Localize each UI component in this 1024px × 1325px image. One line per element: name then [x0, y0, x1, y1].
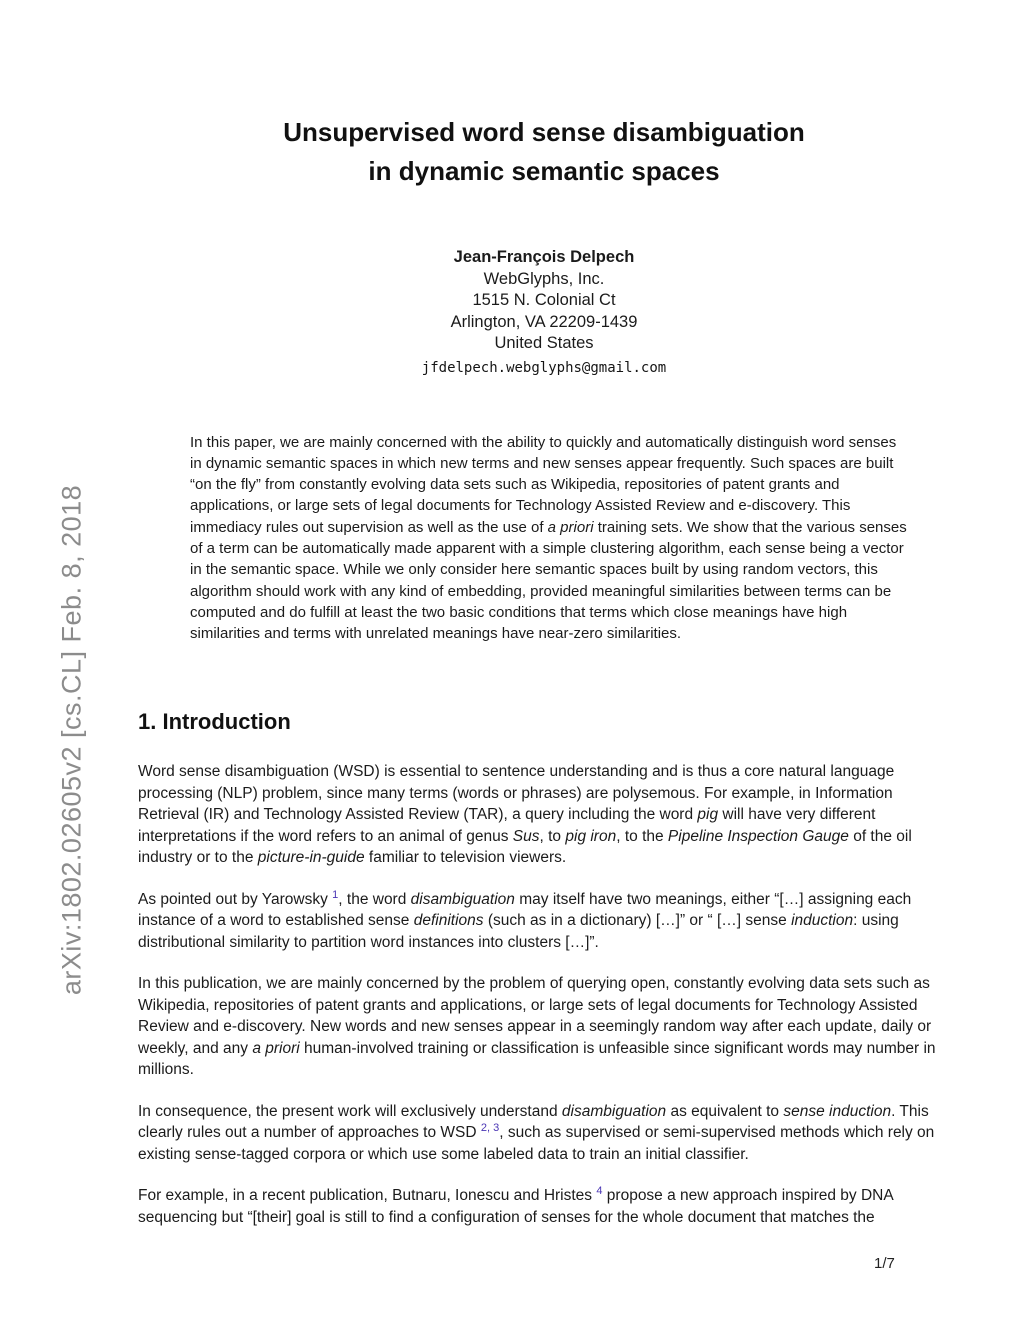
footnote-ref[interactable]: 2, 3	[480, 1122, 500, 1135]
italic-text: disambiguation	[561, 1102, 667, 1120]
italic-text: pig	[697, 806, 719, 824]
italic-text: a priori	[547, 518, 594, 536]
text-run: . This clearly rules out a number of approaches to WSD	[138, 1102, 929, 1142]
intro-paragraph-1	[138, 761, 950, 869]
arxiv-watermark: arXiv:1802.02605v2 [cs.CL] Feb. 8, 2018	[56, 484, 87, 996]
paper-title-line2: in dynamic semantic spaces	[368, 156, 720, 186]
section-heading-introduction: 1. Introduction	[138, 709, 291, 735]
intro-paragraph-3	[138, 973, 950, 1081]
footnote-ref[interactable]: 1	[332, 888, 339, 901]
italic-text: picture-in-guide	[257, 849, 365, 867]
text-run: (such as in a dictionary) […]” or “ […] sense	[483, 912, 792, 930]
italic-text: definitions	[413, 912, 484, 930]
page-number: 1/7	[874, 1255, 895, 1272]
text-run: familiar to television viewers.	[364, 849, 567, 867]
author-address-street: 1515 N. Colonial Ct	[472, 291, 616, 309]
text-run: As pointed out by Yarowsky	[138, 890, 333, 908]
text-run: of the oil industry or to the	[138, 827, 912, 867]
paper-content	[138, 0, 950, 1228]
text-run: will have very different interpretations if the word refers to an animal of genus	[138, 806, 876, 845]
author-address-city: Arlington, VA 22209-1439	[450, 312, 638, 331]
italic-text: Sus	[512, 827, 540, 845]
italic-text: a priori	[252, 1039, 300, 1057]
italic-text: pig iron	[565, 827, 617, 845]
italic-text: Pipeline Inspection Gauge	[667, 827, 849, 845]
text-run: , to	[539, 827, 566, 845]
text-run: may itself have two meanings, either “[…] assigning each instance of a word to established sense	[138, 890, 912, 930]
author-name: Jean-François Delpech	[453, 248, 635, 266]
text-run: , the word	[338, 890, 411, 908]
text-run: propose a new approach inspired by DNA sequencing but “[their] goal is still to find a configuration of senses for the whole document that matches the	[138, 1187, 893, 1226]
text-run: as equivalent to	[666, 1102, 784, 1120]
author-block	[138, 247, 950, 379]
text-run: training sets. We show that the various senses of a term can be automatically made apparent with a simple clustering algorithm, each sense being a vector in the semantic space. While we only consider here semantic spaces built by using random vectors, this algorithm should work with any kind of embedding, provided meaningful similarities between terms can be computed and do fulfill at least the two basic conditions that terms which close meanings have high similarities and terms with unrelated meanings have near-zero similarities.	[190, 518, 907, 643]
text-run: human-involved training or classification is unfeasible since significant words may number in millions.	[138, 1039, 936, 1079]
author-country: United States	[494, 334, 594, 352]
text-run: In consequence, the present work will exclusively understand	[138, 1102, 562, 1120]
text-run: In this publication, we are mainly concerned by the problem of querying open, constantly evolving data sets such as Wikipedia, repositories of patent grants and applications, or large sets of legal documents for Technology Assisted Review and e-discovery. New words and new senses appear in a seemingly random way after each update, daily or weekly, and any	[138, 975, 932, 1057]
text-run: : using distributional similarity to partition word instances into clusters […]”.	[138, 912, 899, 951]
abstract-text	[190, 432, 908, 645]
text-run: , such as supervised or semi-supervised methods which rely on existing sense-tagged corpora or which use some labeled data to train an initial classifier.	[138, 1124, 935, 1163]
italic-text: sense induction	[783, 1102, 892, 1120]
intro-paragraph-4	[138, 1101, 950, 1166]
text-run: Word sense disambiguation (WSD) is essential to sentence understanding and is thus a core natural language processing (NLP) problem, since many terms (words or phrases) are polysemous. For example, in Information Retrieval (IR) and Technology Assisted Review (TAR), a query including the word	[138, 763, 895, 824]
author-email: jfdelpech.webglyphs@gmail.com	[421, 359, 667, 376]
author-affiliation: WebGlyphs, Inc.	[483, 269, 605, 288]
italic-text: disambiguation	[410, 890, 515, 908]
italic-text: induction	[791, 912, 854, 930]
paper-title	[138, 113, 950, 191]
intro-paragraph-5	[138, 1185, 950, 1228]
text-run: For example, in a recent publication, Butnaru, Ionescu and Hristes	[138, 1187, 597, 1205]
footnote-ref[interactable]: 4	[596, 1185, 603, 1198]
paper-title-line1: Unsupervised word sense disambiguation	[283, 117, 805, 147]
intro-paragraph-2	[138, 889, 950, 954]
text-run: , to the	[616, 827, 668, 845]
text-run: In this paper, we are mainly concerned with the ability to quickly and automatically distinguish word senses in dynamic semantic spaces in which new terms and new senses appear frequently. Such spaces are built “on the fly” from constantly evolving data sets such as Wikipedia, repositories of patent grants and applications, or large sets of legal documents for Technology Assisted Review and e-discovery. This immediacy rules out supervision as well as the use of	[190, 433, 897, 536]
